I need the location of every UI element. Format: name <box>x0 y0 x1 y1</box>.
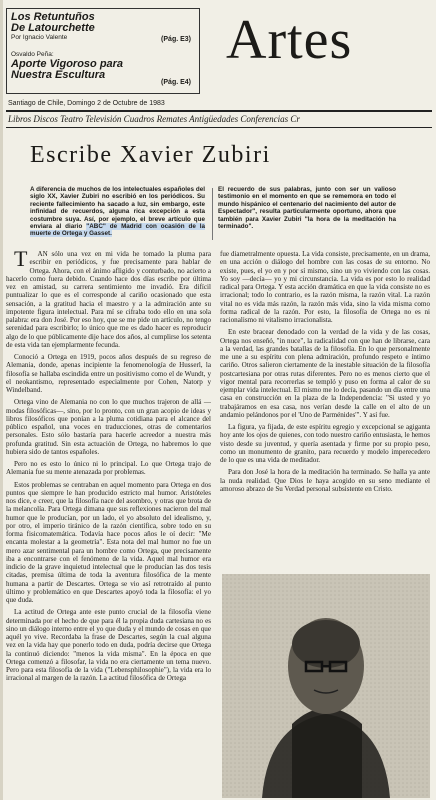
intro-left-text: A diferencia de muchos de los intelectuales españoles del siglo XX, Xavier Zubiri no escribió en los periódicos. Su reciente fallecimiento ha sacado a luz, sin embargo, este infinidad de recuerdos, alguna rica excepción a esta costumbre suya. Así, por ejemplo, el breve artículo que enviara al diario <box>30 186 205 231</box>
body-paragraph: Pero no es esto lo único ni lo principal. Lo que Ortega trajo de Alemania fue su mente atenazada por problemas. <box>6 460 211 477</box>
intro-right: El recuerdo de sus palabras, junto con ser un valioso testimonio en el momento en que se rememora en todo el mundo hispánico el centenario del nacimiento del autor de Espectador", resulta particularmente oportuno, ahora que también para Xavier Zubiri "la hora de la meditación ha terminado". <box>218 186 396 231</box>
article-headline: Escribe Xavier Zubiri <box>30 142 271 168</box>
section-masthead: Artes <box>226 9 353 71</box>
teaser-1[interactable] <box>11 12 195 42</box>
intro-column-rule <box>212 188 213 240</box>
body-paragraph: La figura, ya fijada, de este espíritu egregio y excepcional se agiganta hoy ante los ojos de quienes, con todo nuestro cariño entusiasta, le hemos visto desde su juventud, y quería asentada y firme por su propio peso, como un monumento de granito, para recuerdo y modelo imperecedero de lo que es una vida de meditador. <box>220 423 430 464</box>
teaser-2-title-line2: Nuestra Escultura <box>11 69 106 81</box>
teaser-2-page-ref: (Pág. E4) <box>161 79 191 86</box>
teaser-1-title-line2: De Latourchette <box>11 22 95 34</box>
body-paragraph: T AN sólo una vez en mi vida he tomado la pluma para escribir en periódicos, y fue precisamente para hablar de Ortega. Ahora, con el ánimo afligido y conturbado, no acierto a hacerlo como fuera debido. Cuando hace dos días escribe por última vez en amistad, su carrera sentimiento me invadió. Era difícil puntualizar lo que es el corresponde al cariño ocasionado que esta sensación, a la gratitud hacia el maestro y a la admiración ante su impotente figura intelectual. Para mí se cifraba todo ello en una sola palabra: era don José. Por eso hoy, que se me pide un artículo, no tengo serenidad para escribirlo; lo único que me es dado hacer es reproducir algo de lo que públicamente dije hace dos años, al cumplirse los setenta de esta vida tan ejemplarmente fecunda. <box>6 246 211 349</box>
body-paragraph: Ortega vino de Alemania no con lo que muchos trajeron de allá —modas filosóficas—, sino, por lo pronto, con un gran acopio de ideas y libros filosóficos que ponían a la pluma cotidiana para el alcance del público español, una voces en traducciones, otras de comentarios personales. Esto sólo bastaría para hacerle acreedor a nuestra más profunda gratitud. Sin esta actuación de Ortega, no habremos lo que hubiera sido de tantos españoles. <box>6 398 211 456</box>
intro-left <box>30 186 205 238</box>
dateline: Santiago de Chile, Domingo 2 de Octubre de 1983 <box>8 100 165 107</box>
section-index: Libros Discos Teatro Televisión Cuadros Remates Antigüedades Conferencias Cr <box>8 114 300 124</box>
zubiri-portrait-photo <box>222 574 430 798</box>
teaser-1-byline: Por Ignacio Valente <box>11 34 68 41</box>
drop-cap: T <box>14 246 28 271</box>
body-paragraph: Para don José la hora de la meditación ha terminado. Se halla ya ante la nuda realidad. Que Dios le haya acogido en su seno mediante el amoroso abrazo de Su Verdad personal subsistente en Cristo. <box>220 468 430 493</box>
body-paragraph: fue diametralmente opuesta. La vida consiste, precisamente, en un drama, en una acción o diálogo del hombre con las cosas de su entorno. No existe, pues, el yo en y por sí mismo, sino un yo viviendo con las cosas. Yo soy —decía— yo y mi circunstancia. La vida es por esto lo realidad radical para Ortega. Y esta acción dramática en que la vida consiste no es irracional; todo lo contrario, es la razón misma, la razón vital. La razón vital no es vida más razón, la razón más vida, sino la vida misma como forma radical de la razón. Por esto, la filosofía de Ortega no es ni racionalismo ni vitalismo irracionalista. <box>220 250 430 324</box>
teaser-1-page-ref: (Pág. E3) <box>161 36 191 43</box>
masthead-rule <box>6 110 432 112</box>
article-body-left-column <box>6 246 211 687</box>
article-body-right-column <box>220 250 430 497</box>
teaser-2-title-line1: Aporte Vigoroso para <box>11 58 124 70</box>
body-paragraph: Conoció a Ortega en 1919, pocos años después de su regreso de Alemania, donde, apenas incipiente la fenomenología de Husserl, la filosofía se hallaba escindida entre un positivismo como el de Wundt, y el neokantismo, representado especialmente por Cohen, Natorp y Windelband. <box>6 353 211 394</box>
body-paragraph: Estos problemas se centraban en aquel momento para Ortega en dos puntos que siempre le han producido estricto mal humor. Aristóteles nos dice, e creer, que la filosofía nace del asombro, y otras que brota de la melancolía. Para Ortega dimana que sus reflexiones nacieron del mal humor que le producían, por un lado, el yo absoluto del idealismo, y, por otro, el imperio tiránico de la razón científica, sobre todo en su forma fisicomatemática. Todavía hace pocos años le oí decir: "Me encanta molestar a la geometría". Esta nota del mal humor no fue un mero azar sentimental para un hombre como Ortega, que precisamente iba a encontrarse con el fenómeno de la vida. Aquel mal humor era indicio de la grave inquietud intelectual que le producían las dos tesis citadas, premisa última de toda la aventura filosófica de la mente humana a partir de Descartes. Ortega se vio así retrotraído al punto último y problemático en que Descartes apoyó toda la filosofía: el yo que duda. <box>6 480 211 604</box>
teaser-box <box>6 8 200 94</box>
teaser-1-title-line1: Los Retuntuños <box>11 11 95 23</box>
section-index-rule <box>6 127 432 128</box>
body-paragraph: En este bracear denodado con la verdad de la vida y de las cosas, Ortega nos enseñó, "in nuce", la radicalidad con que han de librarse, cara a la verdad, las grandes batallas de la filosofía. En lo que personalmente me une a su espíritu con plena admiración, profundo respeto e íntimo cariño. Otros salieron ciertamente de la inestable situación de la filosofía postcartesiana por otras rutas diferentes. Pero no es menos cierto que el vigor mental para recorrerlas se templó y puso en forma al calor de su ejemplar vida intelectual. El mismo me lo decía, pasando un día entre una casa en construcción en la plaza de la Independencia: "Si usted y yo trabajáramos en esa casa, nos verían desde la calle en el alto de un andamio pelándonos por el 'Uno de Parménides'". Y así fue. <box>220 328 430 419</box>
teaser-2-byline: Osvaldo Peña: <box>11 51 54 58</box>
body-paragraph: La actitud de Ortega ante este punto crucial de la filosofía viene determinada por el hecho de que para él la propia duda cartesiana no es sino un diálogo interno entre el yo que duda y el mundo de cosas en que aquél yo vive. Recordaba la frase de Descartes, según la cual alguna vez en la vida hay que ponerlo todo en duda, podría decirse que Ortega la continuó diciendo: "menos la vida misma". En la época en que Ortega comenzó a filosofar, la vida no era ciertamente un tema nuevo. Pero para esta filosofía de la vida ("Lebensphilosophie"), la vida era lo irracional al margen de la razón. La actitud filosófica de Ortega <box>6 608 211 683</box>
teaser-2[interactable] <box>11 51 195 86</box>
page-fold-shadow <box>0 0 3 800</box>
intro-left-highlight: "ABC" de Madrid con ocasión de la muerte de Ortega y Gasset. <box>30 223 206 238</box>
